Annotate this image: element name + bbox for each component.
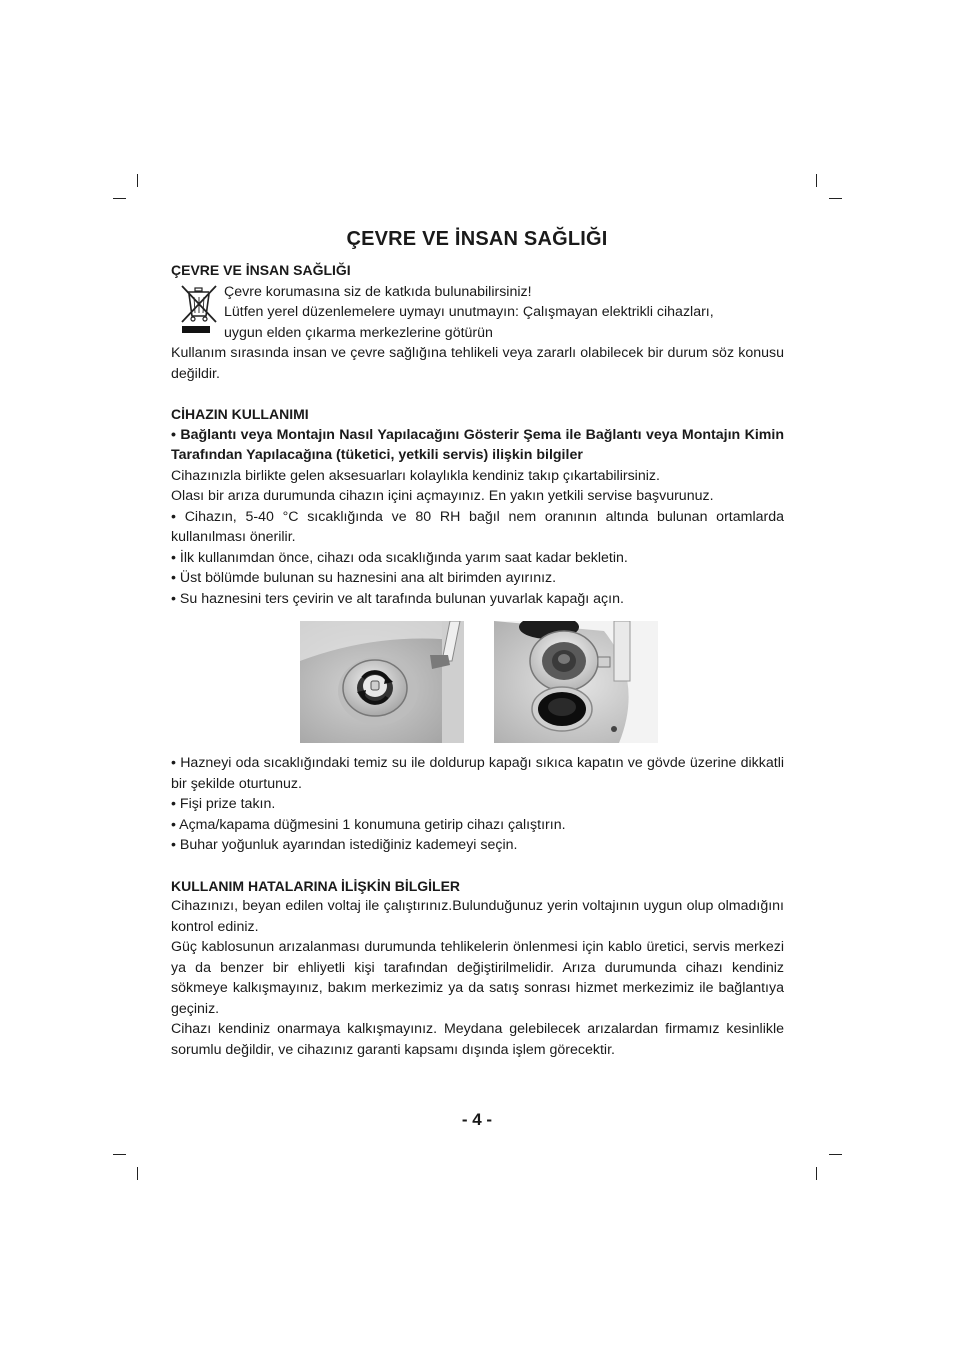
tank-cap-photo: [300, 621, 464, 743]
errors-paragraph: Güç kablosunun arızalanması durumunda tehlikelerin önlenmesi için kablo üretici, servis merkezi ya da benzer bir ehliyetli kişi tarafından değiştirilmelidir. Arıza durumunda cihazı kendiniz sökmeye kalkışmayınız, bakım merkezimiz ya da satış sonrası hizmet merkezimiz ile bağlantıya geçiniz.: [171, 939, 784, 1017]
crop-mark-top-right-vertical: [816, 174, 817, 187]
crop-mark-top-left-vertical: [137, 174, 138, 187]
environment-line: Lütfen yerel düzenlemelere uymayı unutmayın: Çalışmayan elektrikli cihazları,: [224, 304, 714, 320]
page-title: ÇEVRE VE İNSAN SAĞLIĞI: [346, 228, 608, 250]
usage-line: • Açma/kapama düğmesini 1 konumuna getirip cihazı çalıştırın.: [171, 816, 566, 833]
usage-line: • Üst bölümde bulunan su haznesini ana alt birimden ayırınız.: [171, 570, 557, 586]
usage-line: • Fişi prize takın.: [171, 796, 276, 812]
environment-line: uygun elden çıkarma merkezlerine götürün: [224, 324, 493, 341]
usage-line: Cihazınızla birlikte gelen aksesuarları kolaylıkla kendiniz takıp çıkartabilirsiniz.: [171, 467, 660, 484]
page-number: - 4 -: [461, 1110, 493, 1129]
usage-line: • Su haznesini ters çevirin ve alt tarafında bulunan yuvarlak kapağı açın.: [171, 590, 624, 607]
usage-line: Olası bir arıza durumunda cihazın içini açmayınız. En yakın yetkili servise başvurunuz.: [171, 488, 714, 504]
usage-line: • Hazneyi oda sıcaklığındaki temiz su ile doldurup kapağı sıkıca kapatın ve gövde üzerine dikkatli bir şekilde oturtunuz.: [171, 755, 784, 792]
crop-mark-bottom-left-vertical: [137, 1167, 138, 1180]
crop-mark-top-left-horizontal: [113, 198, 126, 199]
usage-bold-item: • Bağlantı veya Montajın Nasıl Yapılacağını Gösterir Şema ile Bağlantı veya Montajın Kimin Tarafından Yapılacağına (tüketici, yetkili servis) ilişkin bilgiler: [171, 426, 784, 463]
errors-heading: KULLANIM HATALARINA İLİŞKİN BİLGİLER: [171, 877, 461, 894]
tank-open-photo: [494, 621, 658, 743]
crop-mark-bottom-right-vertical: [816, 1167, 817, 1180]
environment-heading: ÇEVRE VE İNSAN SAĞLIĞI: [171, 262, 351, 278]
product-photos: [300, 621, 784, 743]
crop-mark-top-right-horizontal: [829, 198, 842, 199]
environment-notice: [171, 282, 784, 344]
usage-line: • Cihazın, 5-40 °C sıcaklığında ve 80 RH bağıl nem oranının altında bulunan ortamlarda kullanılması önerilir.: [171, 508, 784, 545]
usage-heading: CİHAZIN KULLANIMI: [171, 406, 309, 422]
spacer: [171, 856, 784, 876]
errors-paragraph: Cihazınızı, beyan edilen voltaj ile çalıştırınız.Bulunduğunuz yerin voltajının uygun olup olmadığını kontrol ediniz.: [171, 898, 784, 935]
spacer: [171, 384, 784, 404]
environment-lines: [224, 282, 784, 344]
crossed-out-wheelie-bin-icon: [171, 282, 224, 342]
crop-mark-bottom-right-horizontal: [829, 1154, 842, 1155]
errors-paragraph: Cihazı kendiniz onarmaya kalkışmayınız. Meydana gelebilecek arızalardan firmamız kesinlikle sorumlu değildir, ve cihazınız garanti kapsamı dışında işlem görecektir.: [171, 1021, 784, 1058]
environment-paragraph: Kullanım sırasında insan ve çevre sağlığına tehlikeli veya zararlı olabilecek bir durum söz konusu değildir.: [171, 345, 784, 382]
usage-line: • Buhar yoğunluk ayarından istediğiniz kademeyi seçin.: [171, 837, 518, 853]
environment-line: Çevre korumasına siz de katkıda bulunabilirsiniz!: [224, 283, 532, 300]
usage-line: • İlk kullanımdan önce, cihazı oda sıcaklığında yarım saat kadar bekletin.: [171, 549, 628, 566]
crop-mark-bottom-left-horizontal: [113, 1154, 126, 1155]
main-content: [171, 260, 784, 1060]
